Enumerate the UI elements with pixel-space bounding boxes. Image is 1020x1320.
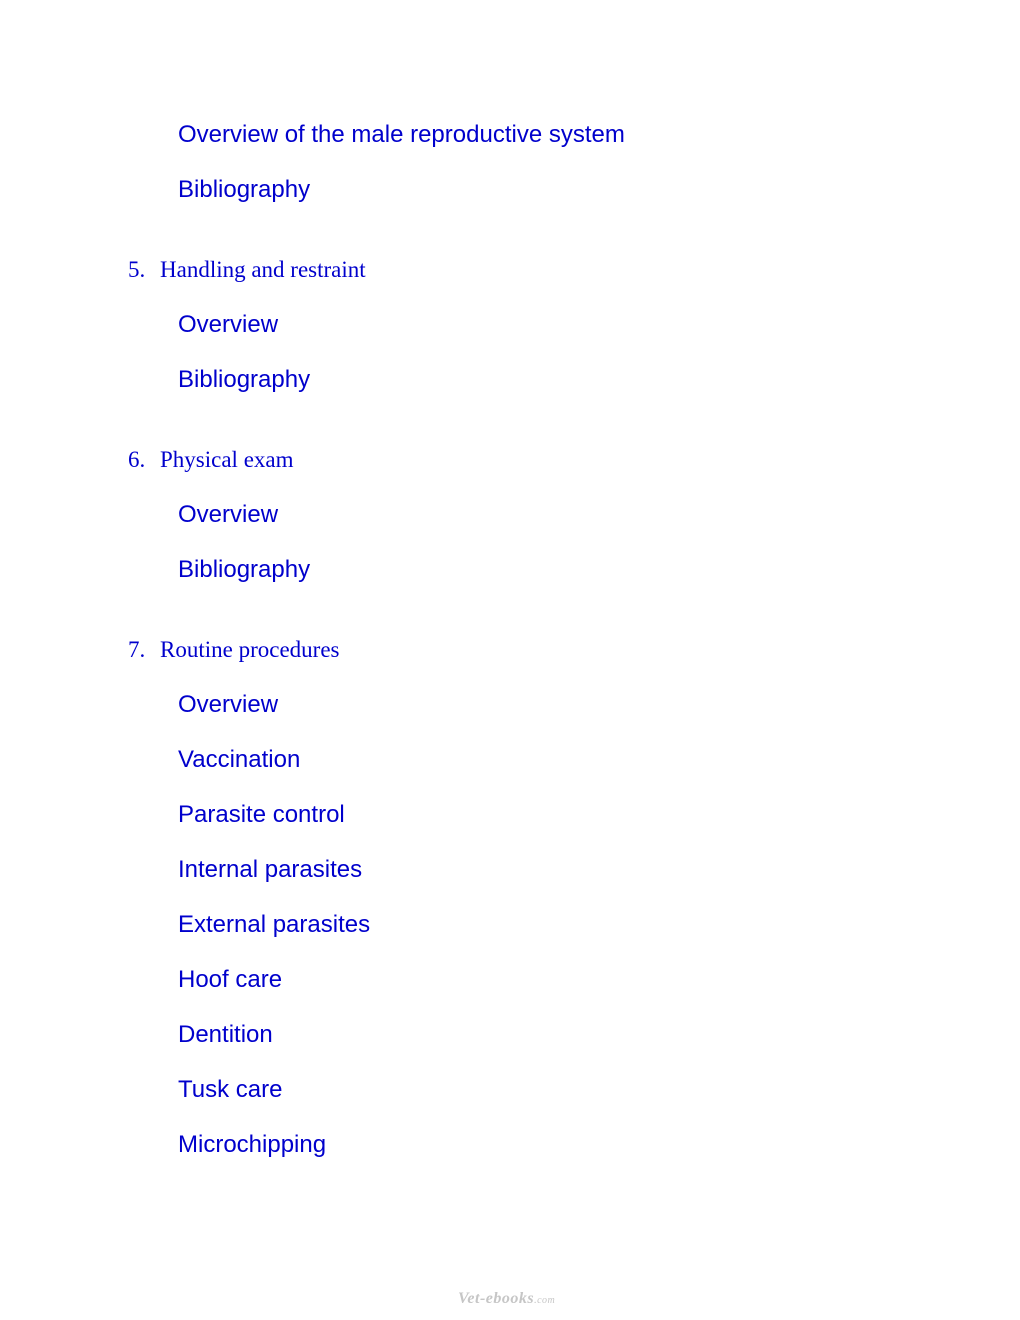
chapter-title: Physical exam	[160, 447, 294, 472]
toc-link-tusk-care[interactable]: Tusk care	[178, 1076, 283, 1103]
chapter-number: 5.	[128, 257, 146, 282]
watermark-logo	[458, 1290, 555, 1308]
toc-link-parasite-control[interactable]: Parasite control	[178, 801, 345, 828]
chapter-number: 6.	[128, 447, 146, 472]
toc-chapter-physical-exam[interactable]	[128, 445, 294, 475]
toc-link-microchipping[interactable]: Microchipping	[178, 1131, 327, 1158]
toc-chapter-routine-procedures[interactable]	[128, 635, 339, 665]
toc-link-vaccination[interactable]: Vaccination	[178, 746, 301, 773]
toc-link-bibliography[interactable]: Bibliography	[178, 556, 311, 583]
toc-link-overview-male-reproductive-system[interactable]: Overview of the male reproductive system	[178, 121, 625, 148]
toc-link-overview[interactable]: Overview	[178, 691, 279, 718]
toc-link-internal-parasites[interactable]: Internal parasites	[178, 856, 363, 883]
toc-link-dentition[interactable]: Dentition	[178, 1021, 273, 1048]
toc-chapter-handling-and-restraint[interactable]	[128, 255, 366, 285]
watermark-domain: .com	[534, 1295, 556, 1306]
chapter-number: 7.	[128, 637, 146, 662]
toc-link-overview[interactable]: Overview	[178, 311, 279, 338]
toc-link-bibliography[interactable]: Bibliography	[178, 176, 311, 203]
chapter-title: Handling and restraint	[160, 257, 366, 282]
chapter-title: Routine procedures	[160, 637, 340, 662]
toc-link-bibliography[interactable]: Bibliography	[178, 366, 311, 393]
toc-link-hoof-care[interactable]: Hoof care	[178, 966, 283, 993]
toc-link-overview[interactable]: Overview	[178, 501, 279, 528]
watermark-brand: Vet-ebooks	[458, 1290, 535, 1307]
toc-link-external-parasites[interactable]: External parasites	[178, 911, 371, 938]
